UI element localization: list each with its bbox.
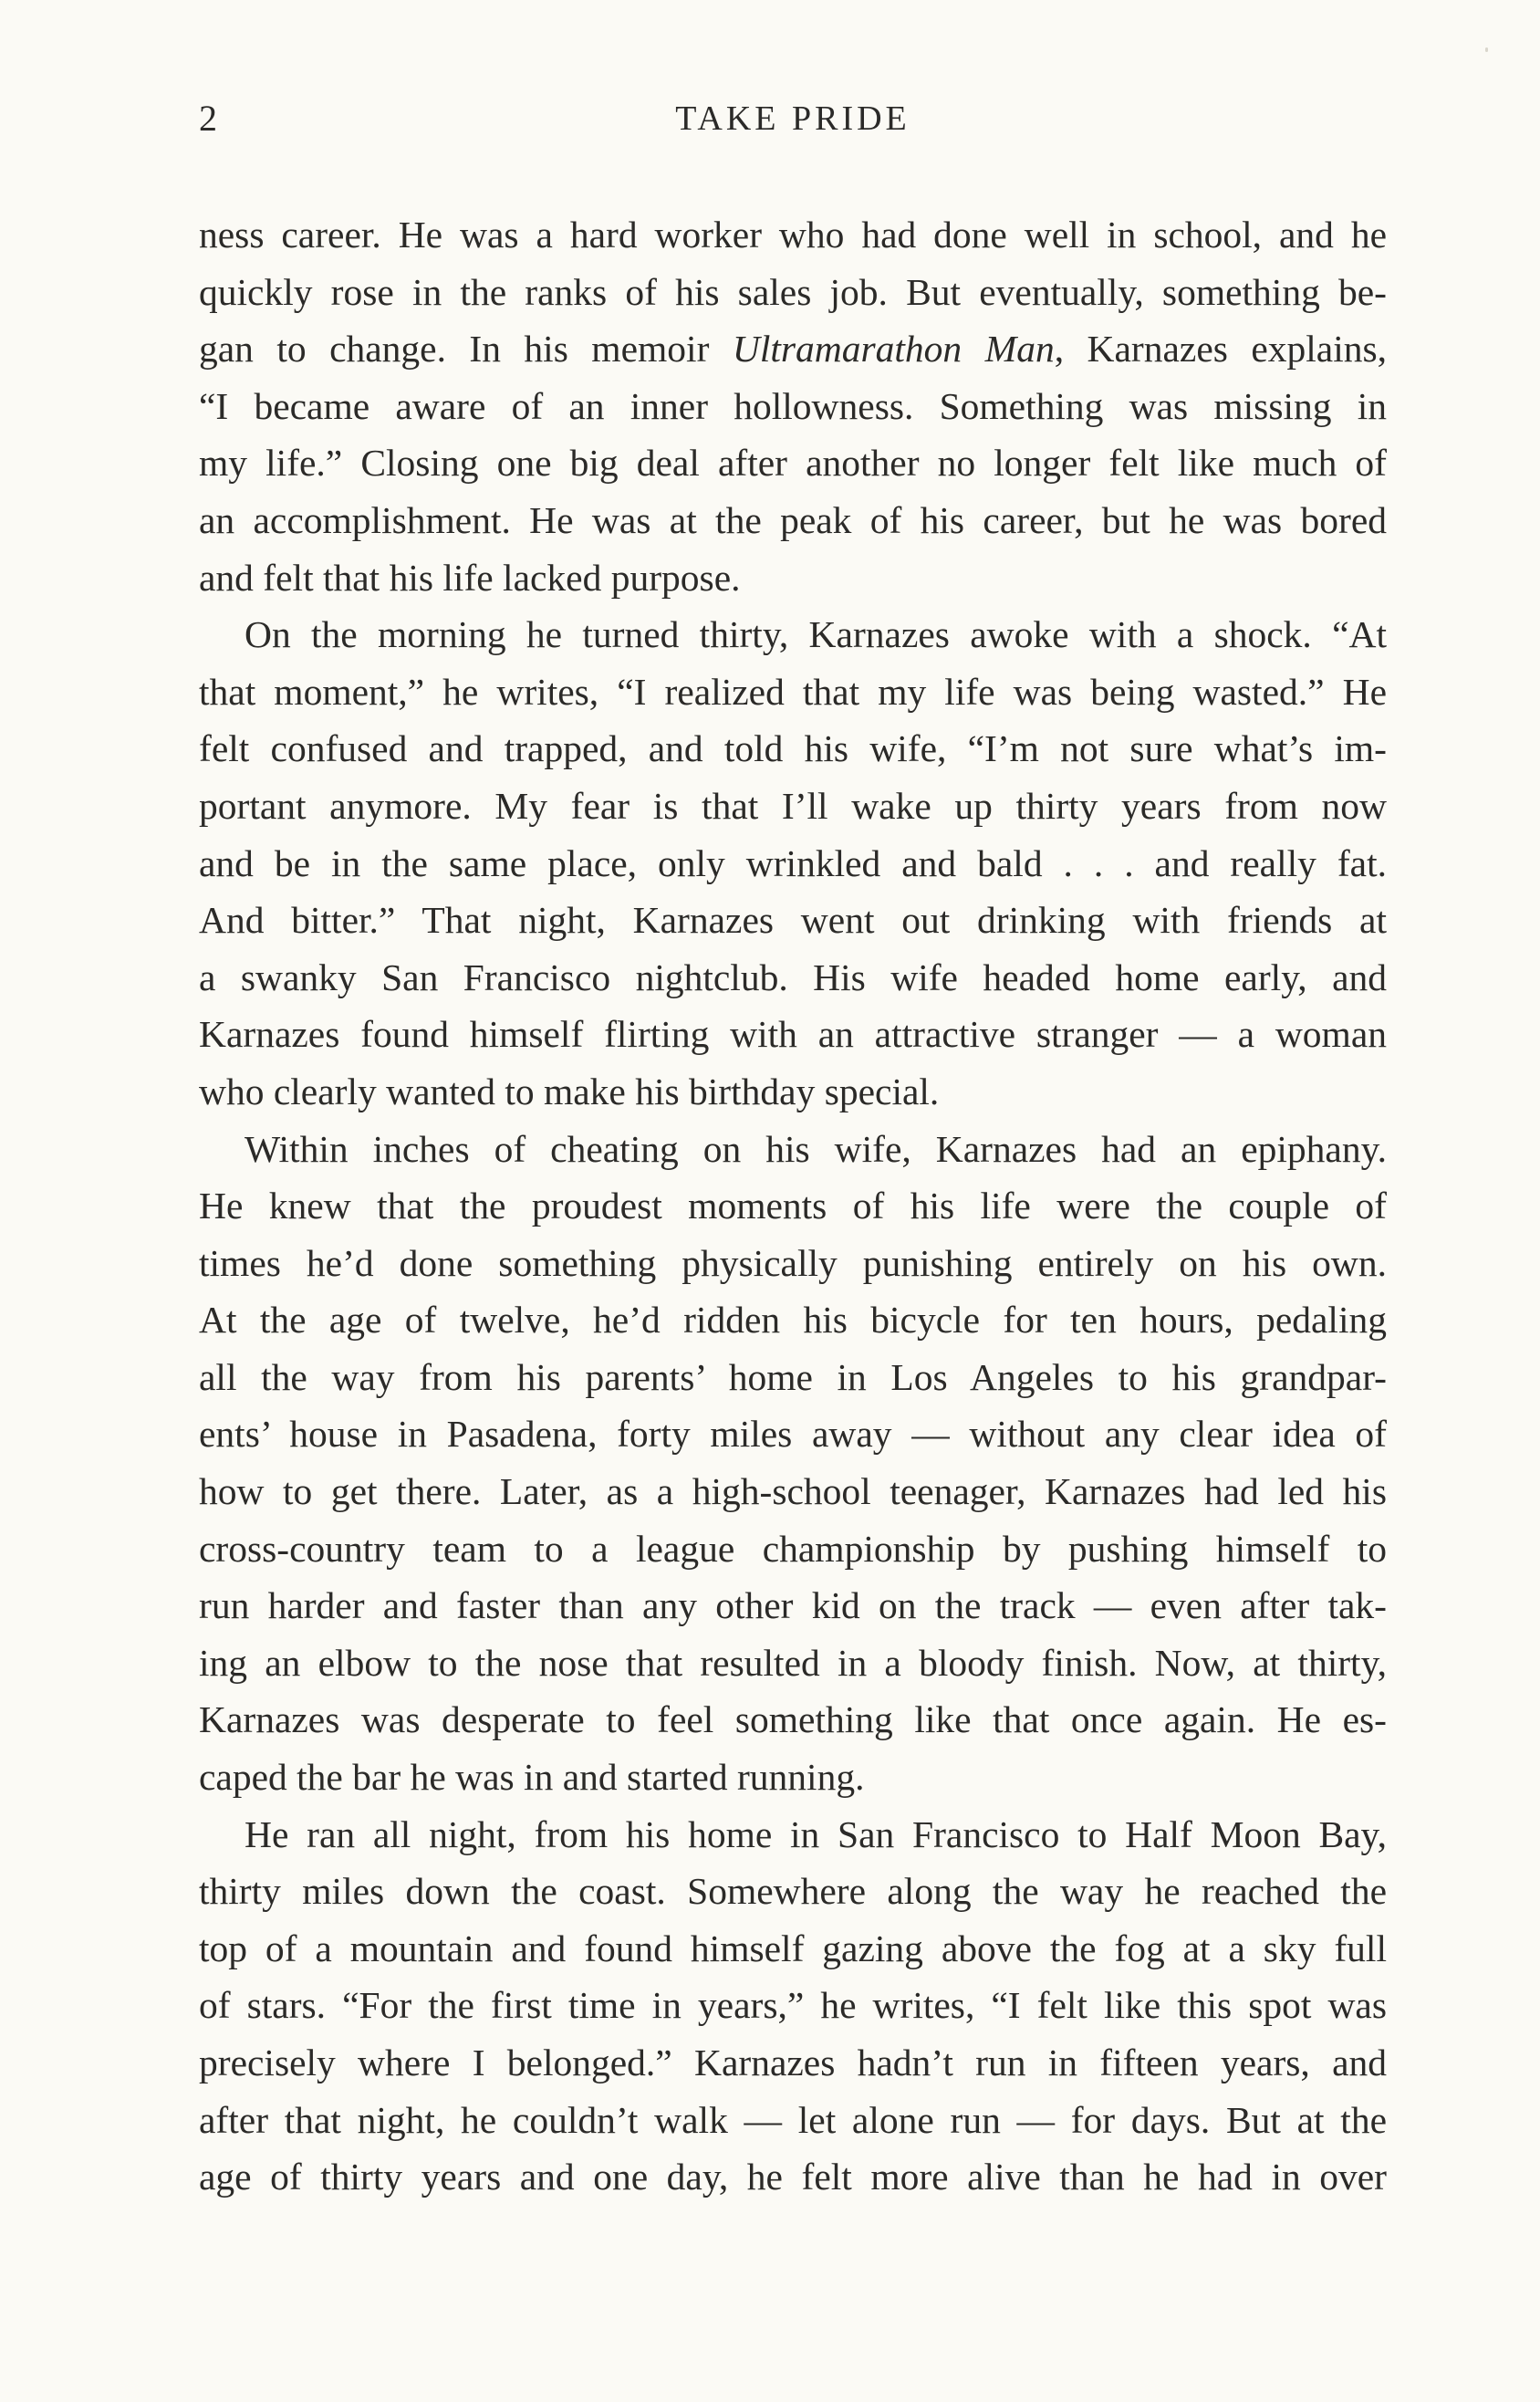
text-line: He ran all night, from his home in San Francisco to Half Moon Bay, bbox=[245, 1812, 1387, 1855]
text-line: top of a mountain and found himself gazing above the fog at a sky full bbox=[199, 1927, 1387, 1969]
page-number: 2 bbox=[199, 98, 217, 139]
paper-speck bbox=[1485, 47, 1488, 52]
text-line: and be in the same place, only wrinkled and bald . . . and really fat. bbox=[199, 841, 1387, 884]
text-line: At the age of twelve, he’d ridden his bicycle for ten hours, pedaling bbox=[199, 1299, 1387, 1342]
text-line: after that night, he couldn’t walk — let alone run — for days. But at the bbox=[199, 2098, 1387, 2141]
text-line: felt confused and trapped, and told his wife, “I’m not sure what’s im- bbox=[199, 727, 1387, 770]
text-line: my life.” Closing one big deal after another no longer felt like much of bbox=[199, 442, 1387, 485]
paragraph-3 bbox=[199, 1121, 1387, 1806]
paragraph-4 bbox=[199, 1806, 1387, 2206]
text-line: and felt that his life lacked purpose. bbox=[199, 556, 741, 599]
text-line: He knew that the proudest moments of his life were the couple of bbox=[199, 1185, 1387, 1227]
text-line: Within inches of cheating on his wife, Karnazes had an epiphany. bbox=[245, 1127, 1387, 1170]
text-line: And bitter.” That night, Karnazes went out drinking with friends at bbox=[199, 899, 1387, 942]
text-line: gan to change. In his memoir Ultramarathon Man, Karnazes explains, bbox=[199, 328, 1388, 371]
text-line: age of thirty years and one day, he felt more alive than he had in over bbox=[199, 2156, 1387, 2198]
text-line: of stars. “For the first time in years,” he writes, “I felt like this spot was bbox=[199, 1984, 1387, 2027]
text-line: all the way from his parents’ home in Los Angeles to his grandpar- bbox=[199, 1355, 1387, 1398]
text-line: Karnazes found himself flirting with an attractive stranger — a woman bbox=[199, 1013, 1387, 1056]
text-line: “I became aware of an inner hollowness. Something was missing in bbox=[199, 384, 1387, 427]
paragraph-2 bbox=[199, 606, 1387, 1120]
running-head bbox=[199, 91, 1387, 146]
paragraph-1 bbox=[199, 206, 1387, 606]
text-line: run harder and faster than any other kid on the track — even after tak- bbox=[199, 1584, 1387, 1627]
book-title: Ultramarathon Man bbox=[732, 328, 1055, 371]
text-line: Karnazes was desperate to feel something like that once again. He es- bbox=[199, 1698, 1387, 1741]
text-line: ness career. He was a hard worker who had done well in school, and he bbox=[199, 214, 1387, 256]
text-line: ing an elbow to the nose that resulted in a bloody finish. Now, at thirty, bbox=[199, 1641, 1387, 1684]
running-title: TAKE PRIDE bbox=[675, 99, 910, 138]
text-line: times he’d done something physically punishing entirely on his own. bbox=[199, 1241, 1387, 1284]
text-line: ents’ house in Pasadena, forty miles away — without any clear idea of bbox=[199, 1413, 1387, 1456]
text-line: caped the bar he was in and started running. bbox=[199, 1756, 865, 1799]
text-line: thirty miles down the coast. Somewhere along the way he reached the bbox=[199, 1870, 1387, 1913]
text-line: who clearly wanted to make his birthday special. bbox=[199, 1070, 940, 1112]
text-line: how to get there. Later, as a high-school teenager, Karnazes had led his bbox=[199, 1470, 1387, 1513]
text-line: precisely where I belonged.” Karnazes hadn’t run in fifteen years, and bbox=[199, 2042, 1387, 2083]
body-text bbox=[199, 206, 1387, 2206]
text-line: portant anymore. My fear is that I’ll wake up thirty years from now bbox=[199, 784, 1387, 827]
text-line: quickly rose in the ranks of his sales job. But eventually, something be- bbox=[199, 270, 1387, 313]
text-line: that moment,” he writes, “I realized that my life was being wasted.” He bbox=[199, 670, 1387, 713]
text-line: an accomplishment. He was at the peak of his career, but he was bored bbox=[199, 498, 1387, 541]
text-line: cross-country team to a league championship by pushing himself to bbox=[199, 1527, 1387, 1570]
text-line: a swanky San Francisco nightclub. His wife headed home early, and bbox=[199, 956, 1387, 998]
text-line: On the morning he turned thirty, Karnazes awoke with a shock. “At bbox=[245, 613, 1387, 656]
